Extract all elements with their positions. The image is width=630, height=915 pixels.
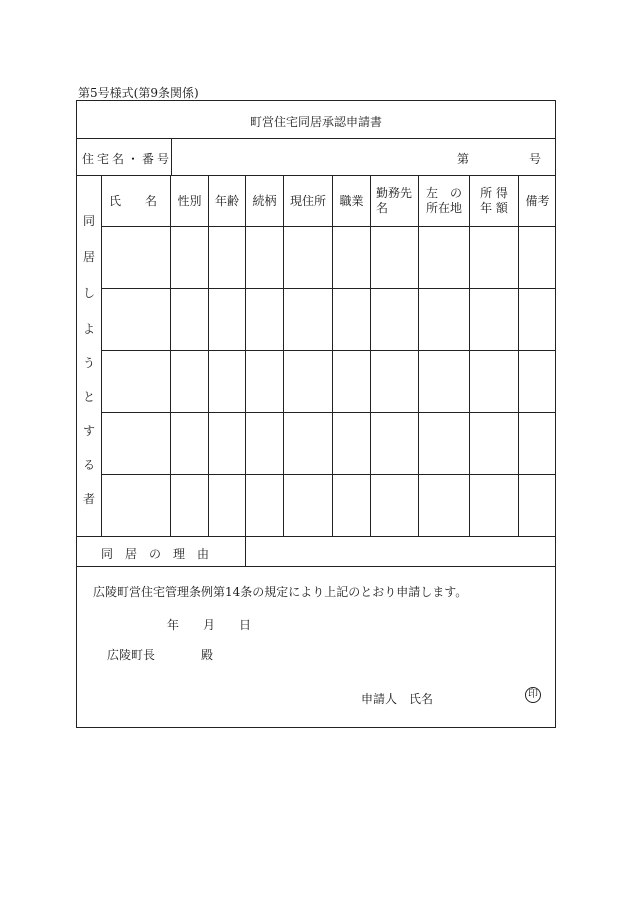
date-day: 日	[239, 618, 252, 632]
side-char: 居	[82, 250, 95, 264]
cohabitant-table	[77, 176, 555, 537]
side-char: 同	[82, 214, 95, 228]
side-char: す	[82, 424, 95, 438]
reason-row	[77, 537, 555, 567]
header-remarks: 備考	[525, 194, 550, 208]
application-form	[76, 100, 556, 728]
header-address: 現住所	[289, 194, 326, 208]
side-char: よ	[82, 322, 95, 336]
header-relationship: 続柄	[252, 194, 277, 208]
reason-label: 同居の理由	[101, 547, 222, 561]
side-char: と	[82, 390, 95, 404]
header-sex: 性別	[177, 194, 202, 208]
row-divider	[101, 350, 555, 351]
header-annual-income: 所 得 年 額	[480, 186, 508, 215]
title-row	[77, 101, 555, 139]
row-divider	[101, 288, 555, 289]
applicant-label: 申請人 氏名	[361, 692, 434, 706]
date-month: 月	[203, 618, 216, 632]
side-char: し	[82, 286, 95, 300]
reason-divider	[245, 537, 246, 566]
form-title: 町営住宅同居承認申請書	[249, 115, 382, 129]
header-workplace-location: 左 の 所在地	[425, 186, 462, 215]
housing-row	[77, 139, 555, 176]
row-divider	[101, 412, 555, 413]
side-char: る	[82, 458, 95, 472]
header-workplace: 勤務先 名	[376, 186, 413, 215]
header-occupation: 職業	[339, 194, 364, 208]
column-divider	[370, 176, 371, 536]
housing-number-suffix: 号	[529, 152, 542, 166]
addressee-mayor: 広陵町長	[107, 648, 156, 662]
side-char: う	[82, 356, 95, 370]
cohabitant-side-label	[77, 176, 102, 536]
form-number-label: 第5号様式(第9条関係)	[78, 86, 199, 100]
housing-label: 住宅名・番号	[82, 152, 173, 166]
header-name: 氏 名	[109, 194, 158, 208]
row-divider	[101, 474, 555, 475]
side-char: 者	[82, 492, 95, 506]
header-age: 年齢	[214, 194, 239, 208]
date-year: 年	[167, 618, 180, 632]
housing-divider	[171, 139, 172, 175]
row-divider	[101, 226, 555, 227]
declaration-text: 広陵町営住宅管理条例第14条の規定により上記のとおり申請します。	[93, 585, 468, 599]
addressee-honorific: 殿	[201, 648, 214, 662]
seal-mark: 印	[525, 687, 541, 703]
housing-number-prefix: 第	[457, 152, 470, 166]
